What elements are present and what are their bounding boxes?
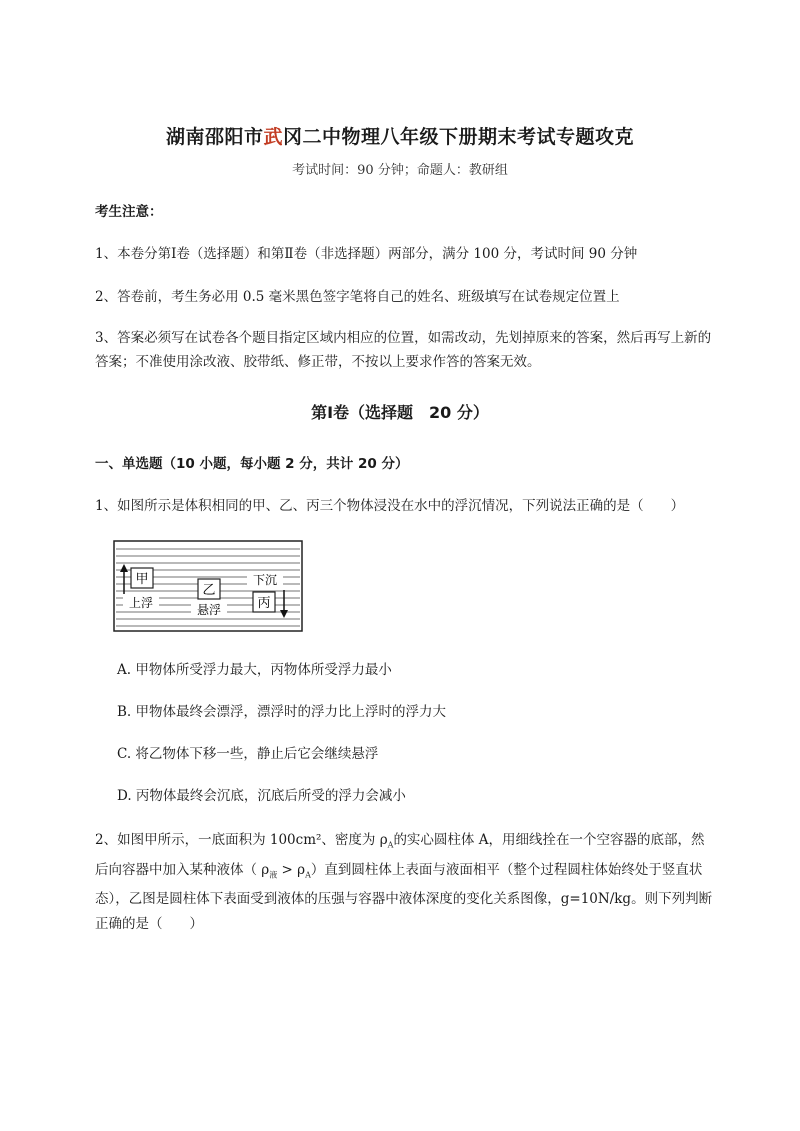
option-b[interactable]: B. 甲物体最终会漂浮，漂浮时的浮力比上浮时的浮力大 xyxy=(117,704,447,720)
buoyancy-figure xyxy=(113,540,303,632)
question-1-stem: 1、如图所示是体积相同的甲、乙、丙三个物体浸没在水中的浮沉情况，下列说法正确的是（ ） xyxy=(95,498,685,514)
notice-item-3: 3、答案必须写在试卷各个题目指定区域内相应的位置，如需改动，先划掉原来的答案，然后再写上新的答案；不准使用涂改液、胶带纸、修正带，不按以上要求作答的答案无效。 xyxy=(95,330,712,370)
option-d[interactable]: D. 丙物体最终会沉底，沉底后所受的浮力会减小 xyxy=(117,788,406,804)
question-2-stem xyxy=(95,828,715,937)
q2-text: 的实心圆柱体 A，用细线拴在一个空容器的底部，然 xyxy=(393,832,705,848)
float-up-label: 上浮 xyxy=(128,596,154,610)
notice-heading: 考生注意： xyxy=(95,204,163,220)
suspend-label: 悬浮 xyxy=(196,603,222,617)
q2-line-3: 态），乙图是圆柱体下表面受到液体的压强与容器中液体深度的变化关系图像，g=10N/kg。则下列判断 xyxy=(95,891,713,908)
page-title xyxy=(0,122,800,149)
title-part: 冈二中物理八年级下册期末考试专题攻克 xyxy=(283,126,635,148)
section-title: 第Ⅰ卷（选择题 20 分） xyxy=(311,403,489,422)
q2-text: 2、如图甲所示，一底面积为 100cm²、密度为 ρ xyxy=(95,832,388,848)
notice-item-2: 2、答卷前，考生务必用 0.5 毫米黑色签字笔将自己的姓名、班级填写在试卷规定位置上 xyxy=(95,289,620,305)
q2-line-1 xyxy=(95,828,715,858)
option-a[interactable]: A. 甲物体所受浮力最大，丙物体所受浮力最小 xyxy=(117,662,392,678)
notice-item-1: 1、本卷分第Ⅰ卷（选择题）和第Ⅱ卷（非选择题）两部分，满分 100 分，考试时间 90 分钟 xyxy=(95,246,638,262)
title-accent: 武 xyxy=(263,126,283,148)
q2-subscript: 液 xyxy=(269,870,278,880)
exam-info: 考试时间：90 分钟；命题人：教研组 xyxy=(292,163,508,178)
option-c[interactable]: C. 将乙物体下移一些，静止后它会继续悬浮 xyxy=(117,746,379,762)
q2-line-2 xyxy=(95,858,715,888)
object-b-label: 乙 xyxy=(202,583,216,598)
part-heading: 一、单选题（10 小题，每小题 2 分，共计 20 分） xyxy=(95,456,409,472)
object-a-label: 甲 xyxy=(135,572,149,587)
object-c-label: 丙 xyxy=(257,596,271,611)
q2-line-4: 正确的是（ ） xyxy=(95,916,203,933)
q2-text: 后向容器中加入某种液体（ ρ xyxy=(95,861,270,878)
q2-text: ）直到圆柱体上表面与液面相平（整个过程圆柱体始终处于竖直状 xyxy=(310,861,703,878)
q2-subscript: A xyxy=(387,840,394,850)
q2-subscript: A xyxy=(305,870,311,880)
buoyancy-diagram xyxy=(113,540,303,632)
sink-label: 下沉 xyxy=(252,573,278,587)
title-part: 湖南邵阳市 xyxy=(165,126,264,148)
q2-text: > ρ xyxy=(277,861,306,878)
